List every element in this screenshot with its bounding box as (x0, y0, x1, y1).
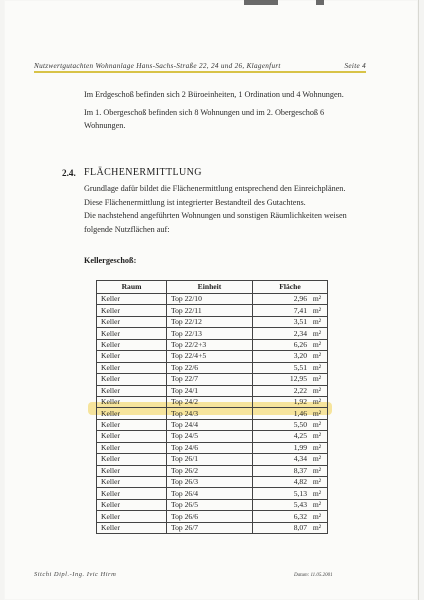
table-row (97, 511, 328, 522)
area-value: 2,96 (293, 294, 307, 304)
area-value: 3,20 (293, 351, 307, 361)
area-value: 6,26 (293, 339, 307, 349)
cell-raum: Keller (97, 294, 167, 305)
cell-raum: Keller (97, 522, 167, 533)
table-row (97, 339, 328, 350)
table-row (97, 362, 328, 373)
table-row (97, 351, 328, 362)
cell-flaeche (253, 499, 328, 510)
intro-line: Im Erdgeschoß befinden sich 2 Büroeinheiten, 1 Ordination und 4 Wohnungen. (84, 90, 344, 99)
cell-raum: Keller (97, 488, 167, 499)
cell-flaeche (253, 488, 328, 499)
section-paragraph (84, 182, 384, 236)
cell-flaeche (253, 362, 328, 373)
table-row (97, 454, 328, 465)
area-unit: m² (312, 374, 321, 384)
cell-raum: Keller (97, 328, 167, 339)
cell-einheit: Top 24/6 (167, 442, 253, 453)
cell-raum: Keller (97, 362, 167, 373)
cell-flaeche (253, 419, 328, 430)
cell-einheit: Top 22/2+3 (167, 339, 253, 350)
footer-date: Datum: 11.05.2001 (294, 573, 333, 578)
area-value: 3,51 (293, 317, 307, 327)
section-number: 2.4. (62, 168, 76, 178)
area-table (96, 280, 328, 534)
area-unit: m² (312, 317, 321, 327)
cell-raum: Keller (97, 305, 167, 316)
cell-flaeche (253, 465, 328, 476)
cell-flaeche (253, 374, 328, 385)
table-row (97, 522, 328, 533)
area-value: 5,13 (293, 488, 307, 498)
area-unit: m² (312, 328, 321, 338)
cell-einheit: Top 24/1 (167, 385, 253, 396)
cell-raum: Keller (97, 408, 167, 419)
area-unit: m² (312, 294, 321, 304)
cell-raum: Keller (97, 316, 167, 327)
table-row (97, 328, 328, 339)
subsection-title: Kellergeschoß: (84, 256, 137, 265)
area-value: 2,22 (293, 385, 307, 395)
table-row (97, 316, 328, 327)
cell-raum: Keller (97, 419, 167, 430)
section-line: Die nachstehend angeführten Wohnungen und sonstigen Räumlichkeiten weisen (84, 211, 347, 220)
cell-raum: Keller (97, 385, 167, 396)
header-rule (34, 71, 366, 73)
area-unit: m² (312, 511, 321, 521)
area-unit: m² (312, 397, 321, 407)
cell-flaeche (253, 522, 328, 533)
cell-flaeche (253, 294, 328, 305)
cell-einheit: Top 22/13 (167, 328, 253, 339)
table-row (97, 374, 328, 385)
area-value: 4,82 (293, 477, 307, 487)
table-row (97, 442, 328, 453)
table-row (97, 385, 328, 396)
footer-author: Sitchi Dipl.-Ing. Ivic Hirm (34, 571, 117, 578)
table-row (97, 488, 328, 499)
cell-flaeche (253, 396, 328, 407)
cell-einheit: Top 22/12 (167, 316, 253, 327)
area-unit: m² (312, 385, 321, 395)
scan-edge-mark (316, 0, 324, 5)
table-row (97, 294, 328, 305)
area-unit: m² (312, 465, 321, 475)
column-header-flaeche: Fläche (253, 281, 328, 294)
intro-line: Im 1. Obergeschoß befinden sich 8 Wohnungen und im 2. Obergeschoß 6 (84, 107, 325, 117)
area-unit: m² (312, 454, 321, 464)
cell-flaeche (253, 511, 328, 522)
cell-flaeche (253, 328, 328, 339)
area-value: 5,51 (293, 362, 307, 372)
area-unit: m² (312, 339, 321, 349)
header-title: Nutzwertgutachten Wohnanlage Hans-Sachs-Straße 22, 24 und 26, Klagenfurt (34, 62, 281, 70)
cell-einheit: Top 24/2 (167, 396, 253, 407)
area-unit: m² (312, 431, 321, 441)
cell-raum: Keller (97, 499, 167, 510)
cell-einheit: Top 22/10 (167, 294, 253, 305)
section-line: Diese Flächenermittlung ist integrierter Bestandteil des Gutachtens. (84, 197, 306, 207)
cell-raum: Keller (97, 465, 167, 476)
section-line: folgende Nutzflächen auf: (84, 224, 170, 234)
cell-flaeche (253, 316, 328, 327)
cell-flaeche (253, 454, 328, 465)
cell-einheit: Top 26/5 (167, 499, 253, 510)
cell-flaeche (253, 477, 328, 488)
table-row (97, 477, 328, 488)
cell-einheit: Top 24/5 (167, 431, 253, 442)
scan-edge-mark (244, 0, 278, 5)
section-title: FLÄCHENERMITTLUNG (84, 167, 202, 178)
area-value: 6,32 (293, 511, 307, 521)
area-value: 4,34 (293, 454, 307, 464)
cell-raum: Keller (97, 374, 167, 385)
area-unit: m² (312, 351, 321, 361)
cell-flaeche (253, 385, 328, 396)
area-value: 7,41 (293, 305, 307, 315)
intro-paragraph (84, 88, 384, 133)
table-header-row (97, 281, 328, 294)
cell-einheit: Top 22/4+5 (167, 351, 253, 362)
cell-flaeche (253, 408, 328, 419)
table-body (97, 294, 328, 534)
area-unit: m² (312, 408, 321, 418)
area-unit: m² (312, 442, 321, 452)
area-value: 5,50 (293, 420, 307, 430)
cell-flaeche (253, 351, 328, 362)
area-unit: m² (312, 488, 321, 498)
cell-flaeche (253, 339, 328, 350)
cell-raum: Keller (97, 477, 167, 488)
cell-einheit: Top 26/6 (167, 511, 253, 522)
cell-raum: Keller (97, 511, 167, 522)
area-unit: m² (312, 305, 321, 315)
cell-einheit: Top 24/4 (167, 419, 253, 430)
cell-raum: Keller (97, 431, 167, 442)
cell-raum: Keller (97, 339, 167, 350)
column-header-einheit: Einheit (167, 281, 253, 294)
page-number: Seite 4 (344, 62, 366, 70)
cell-raum: Keller (97, 454, 167, 465)
cell-einheit: Top 26/2 (167, 465, 253, 476)
table-row (97, 431, 328, 442)
intro-line: Wohnungen. (84, 121, 126, 130)
area-value: 1,92 (293, 397, 307, 407)
table-row (97, 396, 328, 407)
area-value: 8,07 (293, 522, 307, 532)
area-value: 5,43 (293, 500, 307, 510)
cell-einheit: Top 24/3 (167, 408, 253, 419)
cell-raum: Keller (97, 396, 167, 407)
table-row (97, 408, 328, 419)
cell-einheit: Top 22/7 (167, 374, 253, 385)
area-value: 1,46 (293, 408, 307, 418)
area-unit: m² (312, 477, 321, 487)
table-row (97, 419, 328, 430)
table-row (97, 499, 328, 510)
area-unit: m² (312, 420, 321, 430)
cell-flaeche (253, 431, 328, 442)
cell-einheit: Top 22/11 (167, 305, 253, 316)
cell-einheit: Top 26/3 (167, 477, 253, 488)
area-value: 4,25 (293, 431, 307, 441)
table-row (97, 465, 328, 476)
cell-flaeche (253, 305, 328, 316)
cell-einheit: Top 26/7 (167, 522, 253, 533)
cell-einheit: Top 22/6 (167, 362, 253, 373)
area-value: 1,99 (293, 442, 307, 452)
area-unit: m² (312, 500, 321, 510)
column-header-raum: Raum (97, 281, 167, 294)
area-unit: m² (312, 362, 321, 372)
cell-einheit: Top 26/4 (167, 488, 253, 499)
area-value: 2,34 (293, 328, 307, 338)
cell-raum: Keller (97, 351, 167, 362)
area-value: 12,95 (289, 374, 307, 384)
area-unit: m² (312, 522, 321, 532)
cell-einheit: Top 26/1 (167, 454, 253, 465)
page-header (34, 62, 366, 70)
cell-raum: Keller (97, 442, 167, 453)
area-value: 8,37 (293, 465, 307, 475)
section-line: Grundlage dafür bildet die Flächenermittlung entsprechend den Einreichplänen. (84, 184, 346, 193)
table-row (97, 305, 328, 316)
cell-flaeche (253, 442, 328, 453)
